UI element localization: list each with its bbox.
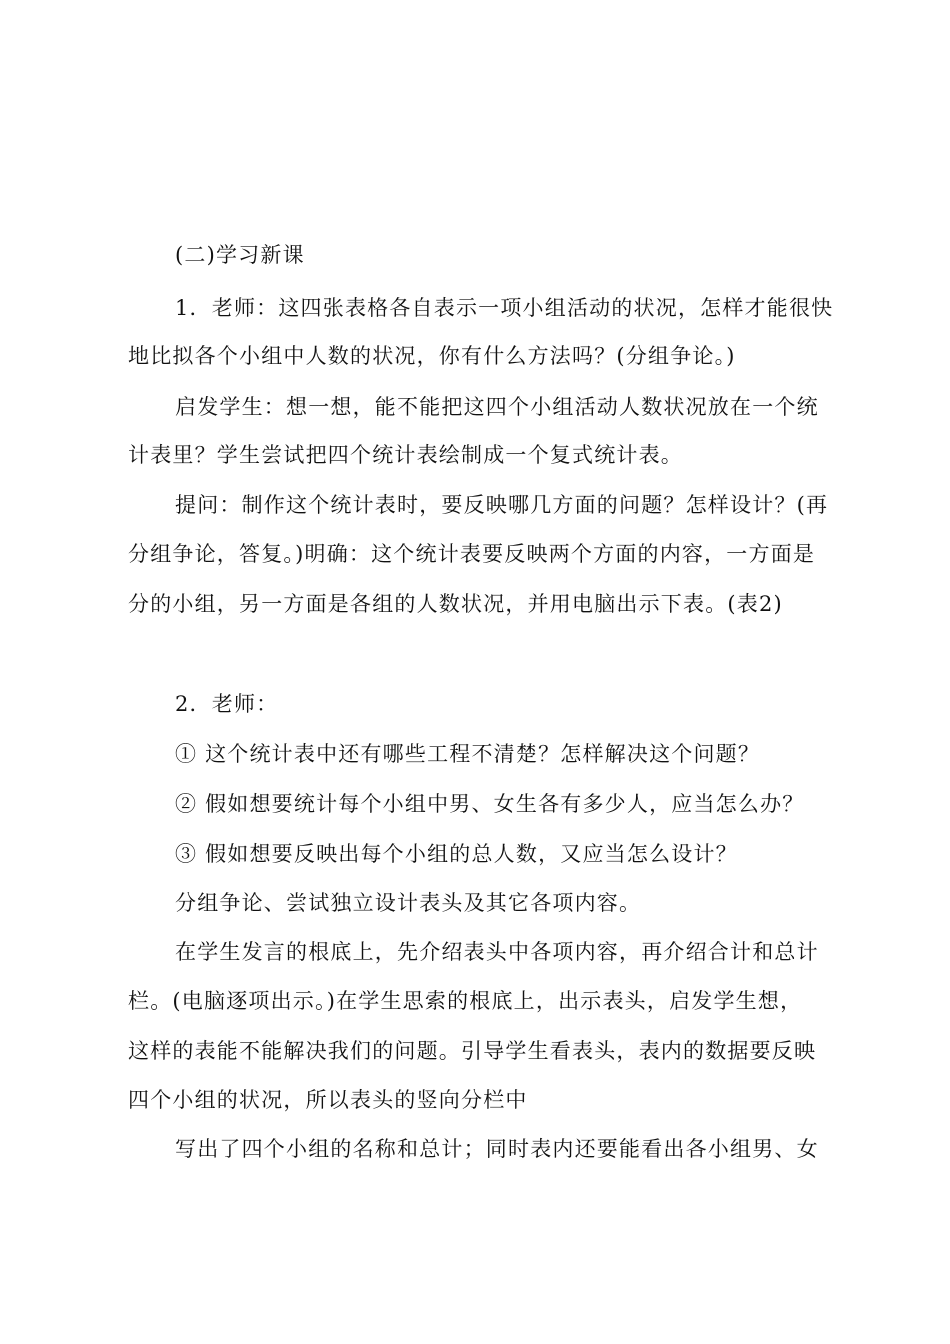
paragraph-3-line-1: 提问：制作这个统计表时，要反映哪几方面的问题？怎样设计？(再 — [175, 493, 829, 517]
paragraph-2-line-2: 计表里？学生尝试把四个统计表绘制成一个复式统计表。 — [128, 443, 683, 467]
paragraph-7-line-1: 写出了四个小组的名称和总计；同时表内还要能看出各小组男、女 — [175, 1137, 819, 1161]
paragraph-6-line-1: 在学生发言的根底上，先介绍表头中各项内容，再介绍合计和总计 — [175, 940, 819, 964]
paragraph-3-line-2: 分组争论，答复。)明确：这个统计表要反映两个方面的内容，一方面是 — [128, 542, 816, 566]
paragraph-1-line-2: 地比拟各个小组中人数的状况，你有什么方法吗？(分组争论。) — [128, 344, 736, 368]
paragraph-3-line-3: 分的小组，另一方面是各组的人数状况，并用电脑出示下表。(表2) — [128, 592, 783, 616]
section-heading: (二)学习新课 — [175, 243, 305, 267]
paragraph-6-line-3: 这样的表能不能解决我们的问题。引导学生看表头，表内的数据要反映 — [128, 1039, 817, 1063]
paragraph-5: 分组争论、尝试独立设计表头及其它各项内容。 — [175, 891, 642, 915]
paragraph-6-line-2: 栏。(电脑逐项出示。)在学生思索的根底上，出示表头，启发学生想， — [128, 989, 803, 1013]
question-3: ③ 假如想要反映出每个小组的总人数，又应当怎么设计？ — [175, 842, 738, 866]
paragraph-2-line-1: 启发学生：想一想，能不能把这四个小组活动人数状况放在一个统 — [175, 395, 819, 419]
question-2: ② 假如想要统计每个小组中男、女生各有多少人，应当怎么办？ — [175, 792, 805, 816]
paragraph-4: 2．老师： — [175, 692, 279, 716]
paragraph-1-line-1: 1．老师：这四张表格各自表示一项小组活动的状况，怎样才能很快 — [175, 296, 834, 320]
paragraph-6-line-4: 四个小组的状况，所以表头的竖向分栏中 — [128, 1088, 528, 1112]
question-1: ① 这个统计表中还有哪些工程不清楚？怎样解决这个问题？ — [175, 742, 761, 766]
